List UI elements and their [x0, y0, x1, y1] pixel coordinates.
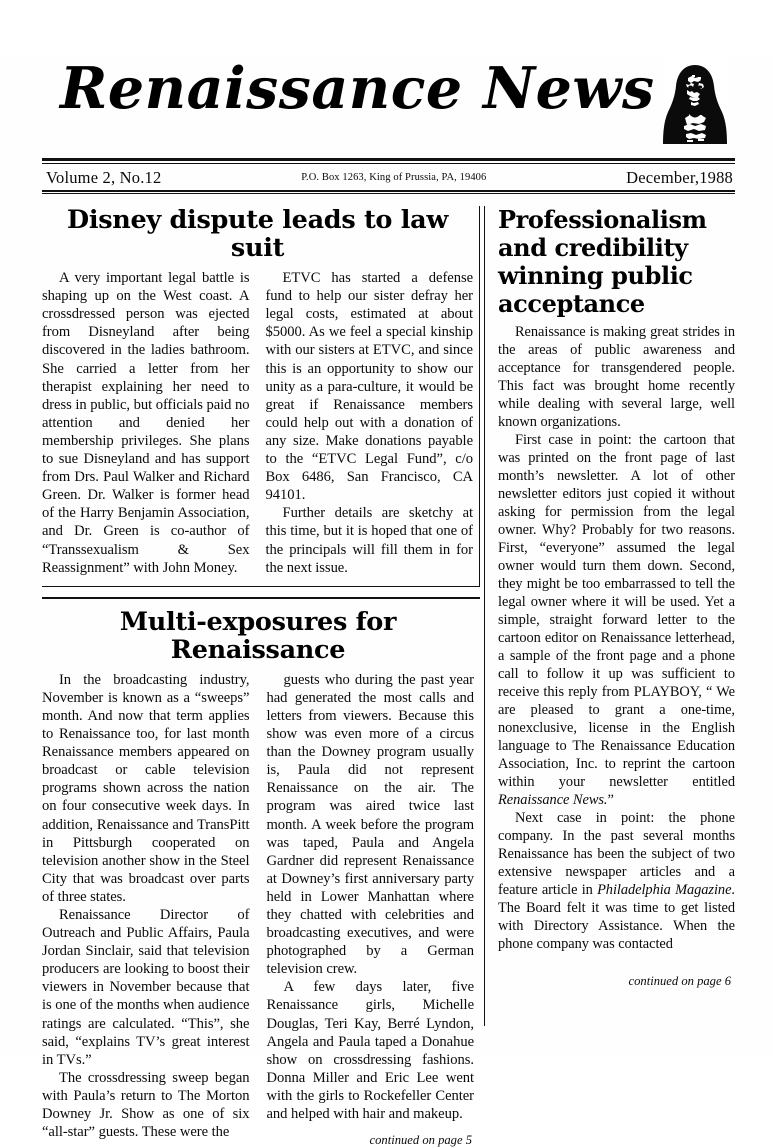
- multi-column-2: [267, 671, 475, 1148]
- multi-columns: [42, 671, 474, 1148]
- masthead-rule-bottom: [42, 190, 735, 194]
- paragraph: ETVC has started a defense fund to help our sister defray her legal costs, estimated at about $5000. As we feel a special kinship with our sisters at ETVC, and since this is an opportunity to show our unity as a para-culture, it would be great if Renaissance members could help out with a donation of any size. Make donations payable to the “ETVC Legal Fund”, c/o Box 6486, San Francisco, CA 94101.: [265, 270, 473, 504]
- paragraph: guests who during the past year had generated the most calls and letters from viewers. Because this show was even more of a circus than the Downey program usually is, Paula did not represent Renaissance on the air. The program was aired twice last month. A week before the program was taped, Paula and Angela Gardner did represent Renaissance at Downey’s first anniversary party held in Lower Manhattan where they chatted with celebrities and broadcasting executives, and were photographed by a German television crew.: [266, 671, 474, 978]
- paragraph: Renaissance Director of Outreach and Public Affairs, Paula Jordan Sinclair, said that television producers are looking to boost their viewers in November because that is one of the months when audience ratings are calculated. “This”, she said, “explains TV’s great interest in TVs.”: [42, 907, 250, 1068]
- headline-multi-exposures: Multi-exposures for Renaissance: [119, 606, 397, 665]
- paragraph-text-b: . The Board felt it was time to get listed with Directory Assistance. When the phone company was contacted: [498, 882, 735, 953]
- masthead: [42, 55, 735, 158]
- headline-professionalism: Professionalism and credibility winning public acceptance: [498, 205, 707, 319]
- continued-notice-professionalism: continued on page 6: [628, 974, 731, 989]
- paragraph: Renaissance is making great strides in the areas of public awareness and acceptance for transgendered people. This fact was brought home recently while dealing with several large, well known organizations.: [498, 324, 735, 431]
- article-disney-dispute: [42, 206, 480, 587]
- article-multi-exposures: [42, 599, 480, 1148]
- paragraph-with-italic-title: [498, 431, 735, 809]
- multi-column-1: [42, 671, 250, 1148]
- headline-disney: Disney dispute leads to law suit: [67, 205, 448, 264]
- paragraph-phone-company: [498, 809, 735, 953]
- disney-column-2: [266, 269, 474, 577]
- mailing-address: P.O. Box 1263, King of Prussia, PA, 19406: [301, 172, 487, 183]
- paragraph-text-a: Next case in point: the phone company. In the past several months Renaissance has been the subject of two extensive newspaper articles and a feature article in: [498, 810, 735, 899]
- left-column-zone: [42, 205, 480, 1148]
- page-title: Renaissance News: [60, 55, 655, 122]
- issue-date: December,1988: [626, 167, 733, 187]
- paragraph: Further details are sketchy at this time, but it is hoped that one of the principals will fill them in for the next issue.: [265, 505, 473, 576]
- paragraph: A few days later, five Renaissance girls, Michelle Douglas, Teri Kay, Berré Lyndon, Angela and Paula taped a Donahue show on crossdressing fashions. Donna Miller and Eric Lee went with the girls to Rockefeller Center and helped with hair and makeup.: [266, 979, 474, 1123]
- folio-bar: [42, 164, 735, 190]
- article-professionalism: [485, 206, 735, 1026]
- disney-column-1: [42, 269, 250, 577]
- disney-columns: [42, 269, 473, 577]
- content-area: [42, 205, 735, 1148]
- italic-magazine-title: Philadelphia Magazine: [597, 882, 732, 899]
- paragraph: A very important legal battle is shaping up on the West coast. A crossdressed person was ejected from Disneyland after being discovered in the ladies bathroom. She carried a letter from her therapist explaining her need to dress in public, but officials paid no attention and denied her membership privileges. She plans to sue Disneyland and has support from Drs. Paul Walker and Richard Green. Dr. Walker is former head of the Harry Benjamin Association, and Dr. Green is co-author of “Transsexualism & Sex Reassignment” with John Money.: [42, 270, 250, 576]
- italic-publication-title: Renaissance News.: [498, 792, 608, 809]
- mona-lisa-portrait-icon: [663, 58, 727, 144]
- volume-number: Volume 2, No.12: [46, 167, 162, 187]
- paragraph: The crossdressing sweep began with Paula’s return to The Morton Downey Jr. Show as one of six “all-star” guests. These were the: [42, 1069, 250, 1141]
- continued-notice-multi: continued on page 5: [369, 1133, 472, 1148]
- paragraph: In the broadcasting industry, November is known as a “sweeps” month. And now that term applies to Renaissance too, for last month Renaissance members appeared on broadcast or cable television programs shown across the nation on four consecutive week days. In addition, Renaissance and TransPitt in Pittsburgh cooperated on television another show in the Steel City that was broadcast over parts of three states.: [42, 671, 250, 905]
- newsletter-page: [0, 55, 773, 1148]
- closing-quote: ”: [607, 792, 614, 809]
- paragraph-text: First case in point: the cartoon that was printed on the front page of last month’s newsletter. A lot of other newsletter editors just copied it without asking for permission from the legal owner. Why? Probably for two reasons. First, “everyone” assumed the legal owner would turn them down. Second, they might be too embarrassed to tell the legal owner where it will be used. Yet a simple, straight forward letter to the cartoon editor on Renaissance letterhead, a sample of the front page and a phone call to follow it up was sufficient to receive this reply from PLAYBOY, “ We are pleased to grant a one-time, nonexclusive, license in the English language to The Renaissance Education Association, Inc. to reprint the cartoon within your newsletter entitled: [498, 432, 735, 791]
